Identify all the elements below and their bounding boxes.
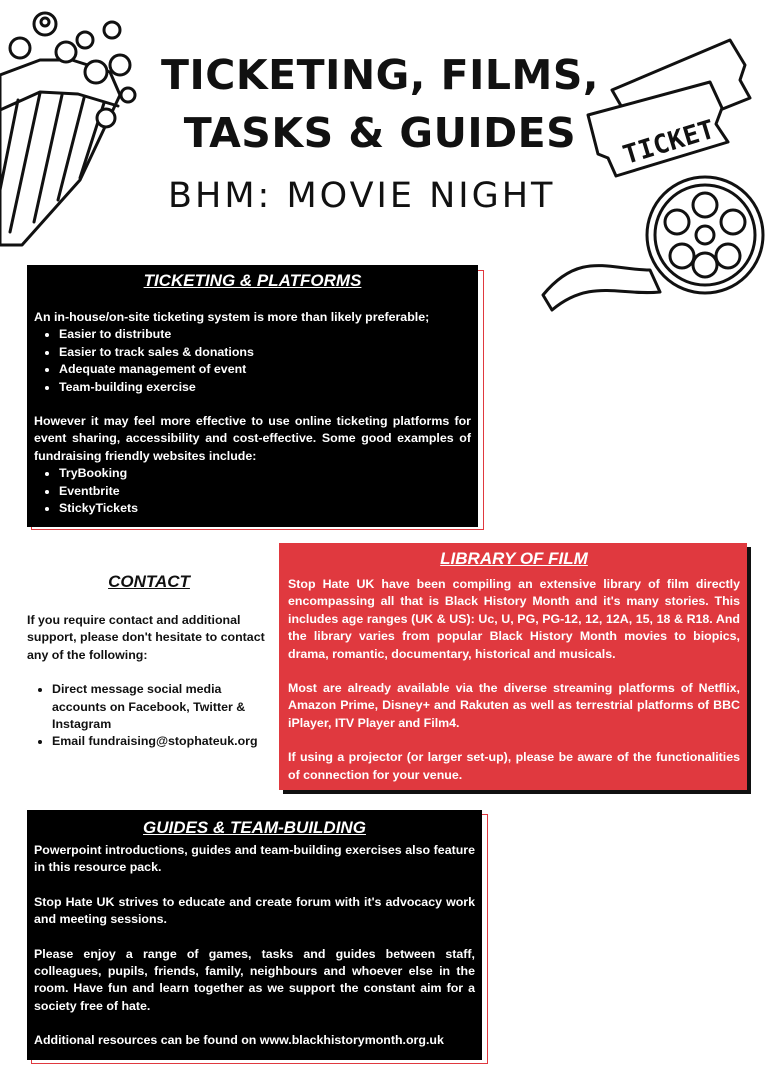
library-para-1: Stop Hate UK have been compiling an extensive library of film directly encompassing all that is Black History Month and it's many stories. This includes age ranges (UK & US): Uc, U, PG, PG-12, 12, 12A, 15, 18 & R18. And the library varies from popular Black History Month movies to biopics, drama, romantic, documentary, historical and musicals. [288, 577, 740, 661]
library-para-3: If using a projector (or larger set-up), please be aware of the functionalities of connection for your venue. [288, 750, 740, 782]
list-item: • Easier to track sales & donations [59, 344, 471, 361]
contact-heading: CONTACT [108, 572, 190, 591]
library-para-2: Most are already available via the diverse streaming platforms of Netflix, Amazon Prime, Disney+ and Rakuten as well as terrestrial platforms of BBC iPlayer, ITV Player and Film4. [288, 681, 740, 730]
list-item: • Adequate management of event [59, 361, 471, 378]
ticket-text: TICKET [619, 114, 719, 171]
guides-para-2: Stop Hate UK strives to educate and create forum with it's advocacy work and meeting sessions. [34, 894, 475, 927]
title-line-1: TICKETING, FILMS, [161, 51, 599, 99]
list-item: • TryBooking [59, 465, 471, 482]
contact-intro: If you require contact and additional support, please don't hesitate to contact any of the following: [27, 613, 265, 662]
list-item: • Easier to distribute [59, 326, 471, 343]
contact-section [27, 572, 271, 751]
ticketing-heading: TICKETING & PLATFORMS [143, 271, 362, 290]
list-item: • Eventbrite [59, 483, 471, 500]
list-item: • StickyTickets [59, 500, 471, 517]
guides-para-1: Powerpoint introductions, guides and team-building exercises also feature in this resource pack. [34, 843, 475, 875]
guides-heading: GUIDES & TEAM-BUILDING [143, 818, 366, 837]
ticketing-benefits-list [34, 326, 471, 396]
page-title [150, 46, 610, 162]
list-item: • Team-building exercise [59, 379, 471, 396]
library-heading: LIBRARY OF FILM [440, 549, 588, 568]
contact-list [27, 681, 271, 751]
list-item: • Email fundraising@stophateuk.org [52, 733, 271, 750]
list-item: • Direct message social media accounts on Facebook, Twitter & Instagram [52, 681, 271, 733]
guides-para-3: Please enjoy a range of games, tasks and guides between staff, colleagues, pupils, friends, family, neighbours and whoever else in the room. Have fun and learn together as we support the constant aim for a society free of hate. [34, 946, 475, 1013]
library-panel [279, 543, 747, 790]
title-line-2: TASKS & GUIDES [183, 109, 577, 157]
ticketing-panel [27, 265, 478, 527]
ticketing-intro: An in-house/on-site ticketing system is more than likely preferable; [34, 310, 430, 324]
page-subtitle: BHM: MOVIE NIGHT [168, 176, 556, 216]
ticketing-online-text: However it may feel more effective to use online ticketing platforms for event sharing, accessibility and cost-effective. Some good examples of fundraising friendly websites include: [34, 414, 471, 463]
popcorn-icon [0, 0, 160, 250]
guides-para-4: Additional resources can be found on www.blackhistorymonth.org.uk [34, 1033, 444, 1048]
ticketing-platforms-list [34, 465, 471, 517]
guides-panel [27, 810, 482, 1060]
